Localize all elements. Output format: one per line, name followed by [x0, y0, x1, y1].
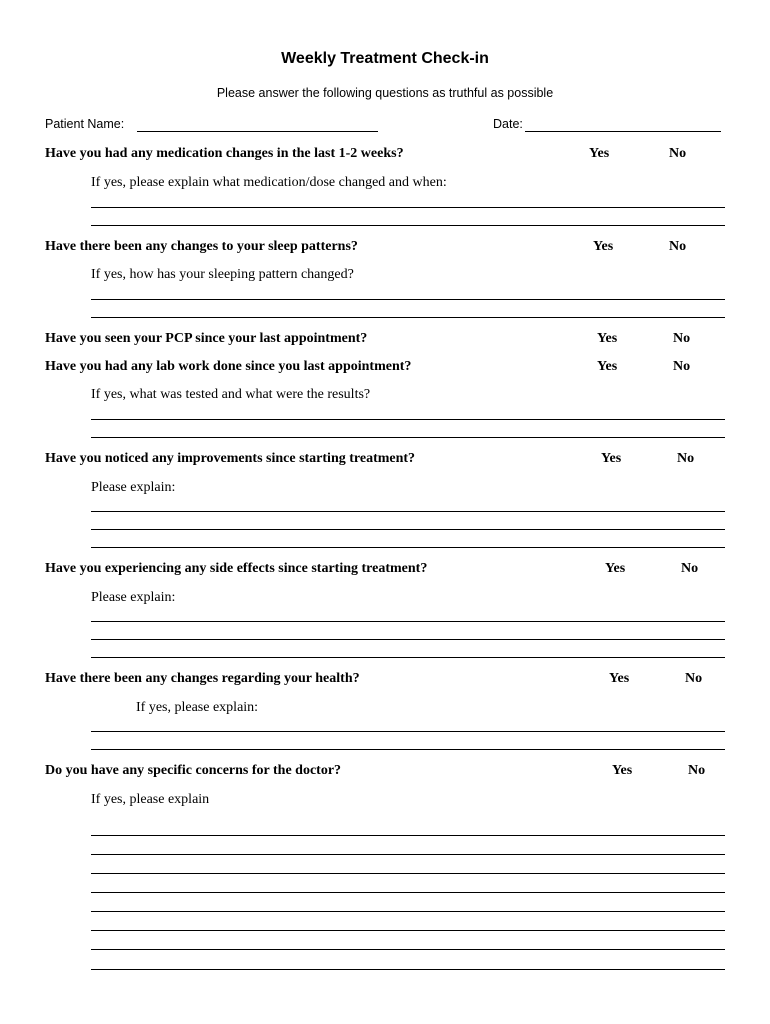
answer-yes-option[interactable]: Yes — [597, 359, 618, 374]
answer-line[interactable] — [91, 854, 725, 855]
answer-no-option[interactable]: No — [673, 359, 691, 374]
question-lab-work: Have you had any lab work done since you last appointment? — [45, 359, 412, 374]
answer-no-option[interactable]: No — [673, 331, 691, 346]
answer-line[interactable] — [91, 911, 725, 912]
answer-line[interactable] — [91, 621, 725, 622]
answer-line[interactable] — [91, 835, 725, 836]
answer-line[interactable] — [91, 437, 725, 438]
form-subtitle: Please answer the following questions as truthful as possible — [216, 86, 554, 100]
question-improvements: Have you noticed any improvements since starting treatment? — [45, 451, 416, 466]
answer-line[interactable] — [91, 225, 725, 226]
answer-line[interactable] — [91, 657, 725, 658]
answer-line[interactable] — [91, 749, 725, 750]
date-field[interactable] — [525, 131, 721, 132]
answer-line[interactable] — [91, 949, 725, 950]
question-prompt: Please explain: — [91, 590, 176, 605]
question-side-effects: Have you experiencing any side effects since starting treatment? — [45, 561, 428, 576]
answer-no-option[interactable]: No — [669, 239, 687, 254]
question-prompt: If yes, please explain — [91, 792, 210, 807]
question-prompt: Please explain: — [91, 480, 176, 495]
question-medication-changes: Have you had any medication changes in the last 1-2 weeks? — [45, 146, 404, 161]
answer-yes-option[interactable]: Yes — [589, 146, 610, 161]
patient-name-label: Patient Name: — [45, 117, 125, 131]
answer-no-option[interactable]: No — [677, 451, 695, 466]
answer-yes-option[interactable]: Yes — [601, 451, 622, 466]
answer-line[interactable] — [91, 299, 725, 300]
question-prompt: If yes, what was tested and what were the results? — [91, 387, 371, 402]
answer-line[interactable] — [91, 317, 725, 318]
answer-line[interactable] — [91, 511, 725, 512]
question-pcp-visit: Have you seen your PCP since your last appointment? — [45, 331, 368, 346]
answer-no-option[interactable]: No — [669, 146, 687, 161]
answer-line[interactable] — [91, 892, 725, 893]
answer-line[interactable] — [91, 969, 725, 970]
answer-no-option[interactable]: No — [681, 561, 699, 576]
answer-line[interactable] — [91, 207, 725, 208]
question-prompt: If yes, please explain: — [136, 700, 259, 715]
answer-line[interactable] — [91, 731, 725, 732]
answer-no-option[interactable]: No — [685, 671, 703, 686]
answer-yes-option[interactable]: Yes — [593, 239, 614, 254]
question-prompt: If yes, please explain what medication/dose changed and when: — [91, 175, 447, 190]
answer-no-option[interactable]: No — [688, 763, 706, 778]
answer-line[interactable] — [91, 529, 725, 530]
answer-line[interactable] — [91, 419, 725, 420]
question-health-changes: Have there been any changes regarding your health? — [45, 671, 360, 686]
answer-yes-option[interactable]: Yes — [597, 331, 618, 346]
answer-yes-option[interactable]: Yes — [612, 763, 633, 778]
answer-yes-option[interactable]: Yes — [609, 671, 630, 686]
question-prompt: If yes, how has your sleeping pattern changed? — [91, 267, 354, 282]
form-title: Weekly Treatment Check-in — [281, 50, 489, 67]
answer-line[interactable] — [91, 547, 725, 548]
answer-yes-option[interactable]: Yes — [605, 561, 626, 576]
answer-line[interactable] — [91, 873, 725, 874]
patient-name-field[interactable] — [137, 131, 378, 132]
date-label: Date: — [493, 117, 523, 131]
question-specific-concerns: Do you have any specific concerns for the doctor? — [45, 763, 342, 778]
answer-line[interactable] — [91, 639, 725, 640]
question-sleep-patterns: Have there been any changes to your sleep patterns? — [45, 239, 358, 254]
answer-line[interactable] — [91, 930, 725, 931]
